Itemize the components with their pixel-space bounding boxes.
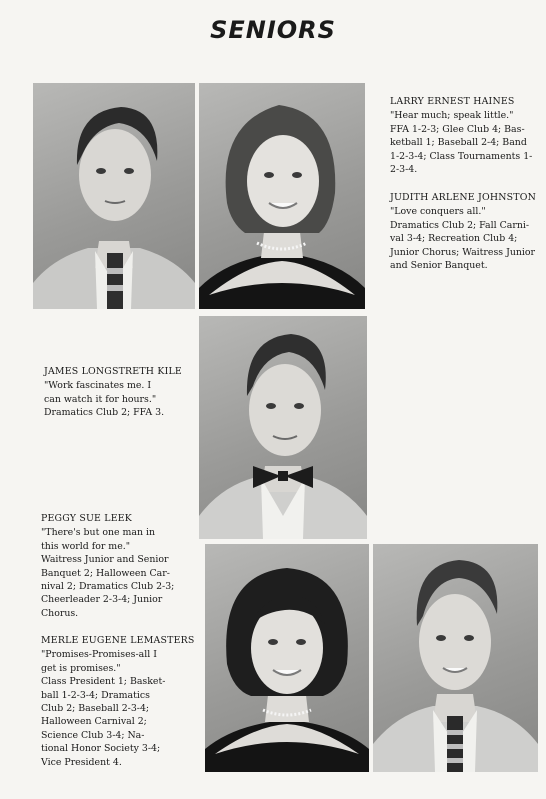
senior-name: MERLE EUGENE LEMASTERS [41, 635, 195, 646]
senior-activities: "Work fascinates me. I can watch it for hours." Dramatics Club 2; FFA 3. [44, 380, 165, 419]
senior-name: LARRY ERNEST HAINES [390, 96, 515, 107]
senior-name: JUDITH ARLENE JOHNSTON [390, 192, 536, 203]
senior-activities: "There's but one man in this world for me." Waitress Junior and Senior Banquet 2; Halloween Car- nival 2; Dramatics Club 2-3; Cheerleader 2-3-4; Junior Chorus. [41, 527, 175, 619]
senior-activities: "Promises-Promises-all I get is promises." Class President 1; Basket- ball 1-2-3-4; Dramatics Club 2; Baseball 2-3-4; Halloween Carnival 2; Science Club 3-4; Na- tional Honor Society 3-4; Vice President 4. [41, 649, 166, 768]
senior-bio-kile [44, 365, 194, 420]
senior-bio-lemasters [41, 634, 201, 769]
portrait-photo-lemasters [373, 544, 538, 772]
portrait-photo-leek [205, 544, 369, 772]
page-title: SENIORS [210, 16, 336, 44]
senior-activities: "Hear much; speak little." FFA 1-2-3; Glee Club 4; Bas- ketball 1; Baseball 2-4; Band 1-2-3-4; Class Tournaments 1- 2-3-4. [390, 110, 533, 176]
senior-name: JAMES LONGSTRETH KILE [44, 366, 182, 377]
portrait-photo-haines [33, 83, 195, 309]
portrait-photo-johnston [199, 83, 365, 309]
senior-bio-haines [390, 95, 540, 176]
senior-name: PEGGY SUE LEEK [41, 513, 132, 524]
senior-bio-johnston [390, 191, 540, 272]
senior-activities: "Love conquers all." Dramatics Club 2; Fall Carni- val 3-4; Recreation Club 4; Junior Chorus; Waitress Junior and Senior Banquet. [390, 206, 536, 272]
portrait-photo-kile [199, 316, 367, 539]
senior-bio-leek [41, 512, 201, 620]
